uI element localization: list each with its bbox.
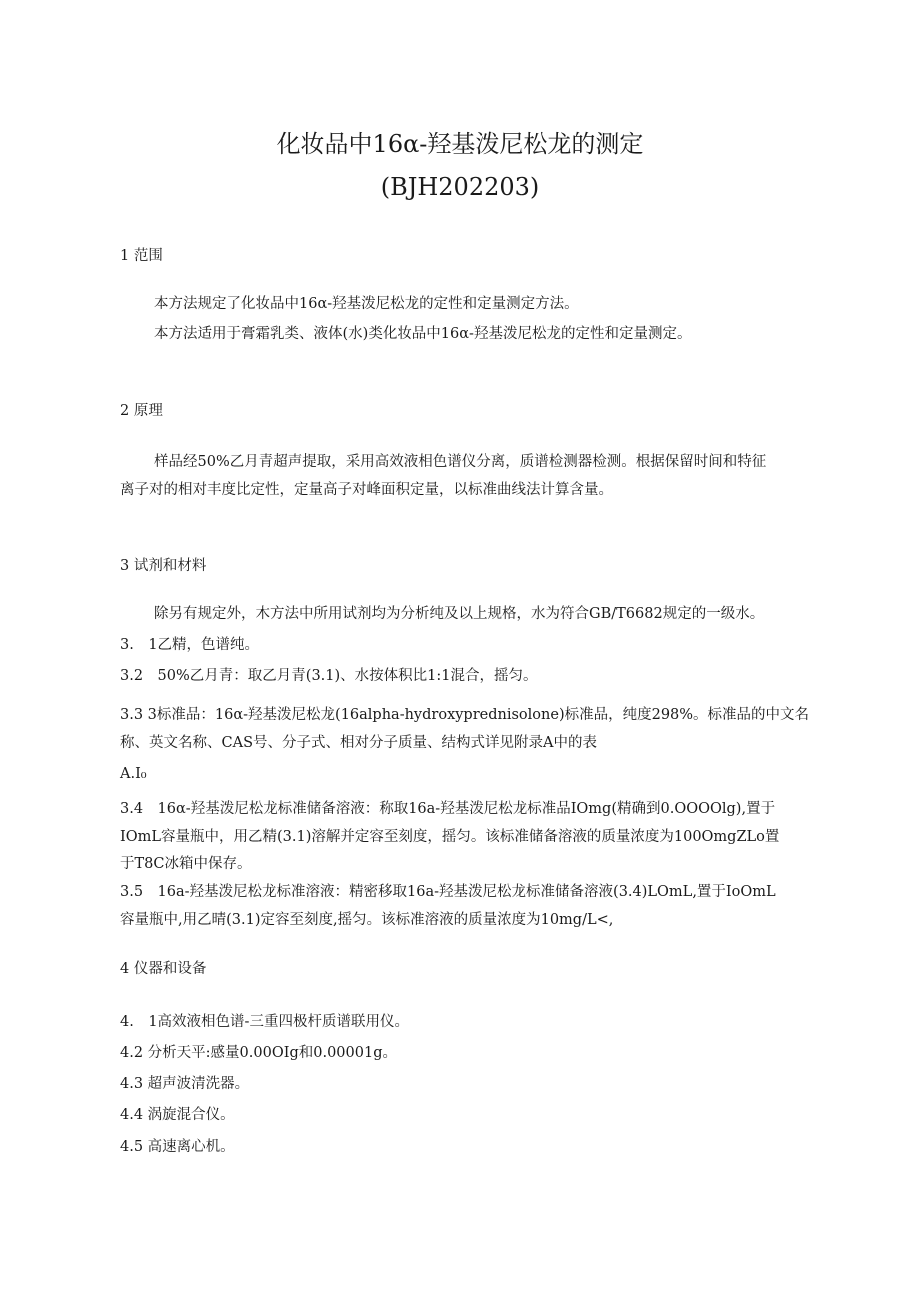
section-3-item-4-line-2: IOmL容量瓶中，用乙精(3.1)溶解并定容至刻度，摇匀。该标准储备溶液的质量浓度为100OmgZLo置 bbox=[120, 829, 780, 845]
section-4-item-3: 4.3 超声波清洗器。 bbox=[120, 1076, 250, 1092]
section-4-item-5: 4.5 高速离心机。 bbox=[120, 1139, 235, 1155]
section-3-item-4-line-1: 3.4 16α-羟基泼尼松龙标准储备溶液：称取16a-羟基泼尼松龙标准品IOmg(精确到0.OOOOlg),置于 bbox=[120, 801, 776, 817]
section-3-item-3-line-2: 称、英文名称、CAS号、分子式、相对分子质量、结构式详见附录A中的表 bbox=[120, 735, 597, 751]
section-3-item-2: 3.2 50%乙月青：取乙月青(3.1)、水按体积比1:1混合，摇匀。 bbox=[120, 668, 538, 684]
section-4-item-4: 4.4 涡旋混合仪。 bbox=[120, 1107, 235, 1123]
section-3-item-3-line-1: 3.3 3标准品：16α-羟基泼尼松龙(16alpha-hydroxyprednisolone)标准品，纯度298%。标准品的中文名 bbox=[120, 707, 810, 723]
section-3-item-1: 3. 1乙精，色谱纯。 bbox=[120, 637, 260, 653]
document-code: (BJH202203) bbox=[380, 173, 540, 201]
section-1-para-2: 本方法适用于膏霜乳类、液体(水)类化妆品中16α-羟基泼尼松龙的定性和定量测定。 bbox=[154, 326, 692, 342]
section-3-heading: 3 试剂和材料 bbox=[120, 558, 207, 574]
section-1-heading: 1 范围 bbox=[120, 248, 163, 264]
section-1-para-1: 本方法规定了化妆品中16α-羟基泼尼松龙的定性和定量测定方法。 bbox=[154, 296, 579, 312]
section-3-item-4-line-3: 于T8C冰箱中保存。 bbox=[120, 856, 252, 872]
section-2-para-line-1: 样品经50%乙月青超声提取，采用高效液相色谱仪分离，质谱检测器检测。根据保留时间和特征 bbox=[154, 454, 767, 470]
section-4-item-2: 4.2 分析天平:感量0.00OIg和0.00001g。 bbox=[120, 1045, 397, 1061]
section-2-para-line-2: 离子对的相对丰度比定性，定量高子对峰面积定量，以标准曲线法计算含量。 bbox=[120, 482, 613, 498]
section-4-heading: 4 仪器和设备 bbox=[120, 961, 207, 977]
document-title: 化妆品中16α-羟基泼尼松龙的测定 bbox=[276, 130, 644, 158]
section-4-item-1: 4. 1高效液相色谱-三重四极杆质谱联用仪。 bbox=[120, 1014, 409, 1030]
section-3-item-5-line-2: 容量瓶中,用乙晴(3.1)定容至刻度,摇匀。该标准溶液的质量浓度为10mg/L<, bbox=[120, 912, 614, 928]
section-3-para: 除另有规定外，木方法中所用试剂均为分析纯及以上规格，水为符合GB/T6682规定的一级水。 bbox=[154, 606, 765, 622]
section-3-item-5-line-1: 3.5 16a-羟基泼尼松龙标准溶液：精密移取16a-羟基泼尼松龙标准储备溶液(3.4)LOmL,置于IoOmL bbox=[120, 884, 776, 900]
section-3-item-3-line-3: A.I₀ bbox=[120, 766, 147, 782]
section-2-heading: 2 原理 bbox=[120, 403, 163, 419]
